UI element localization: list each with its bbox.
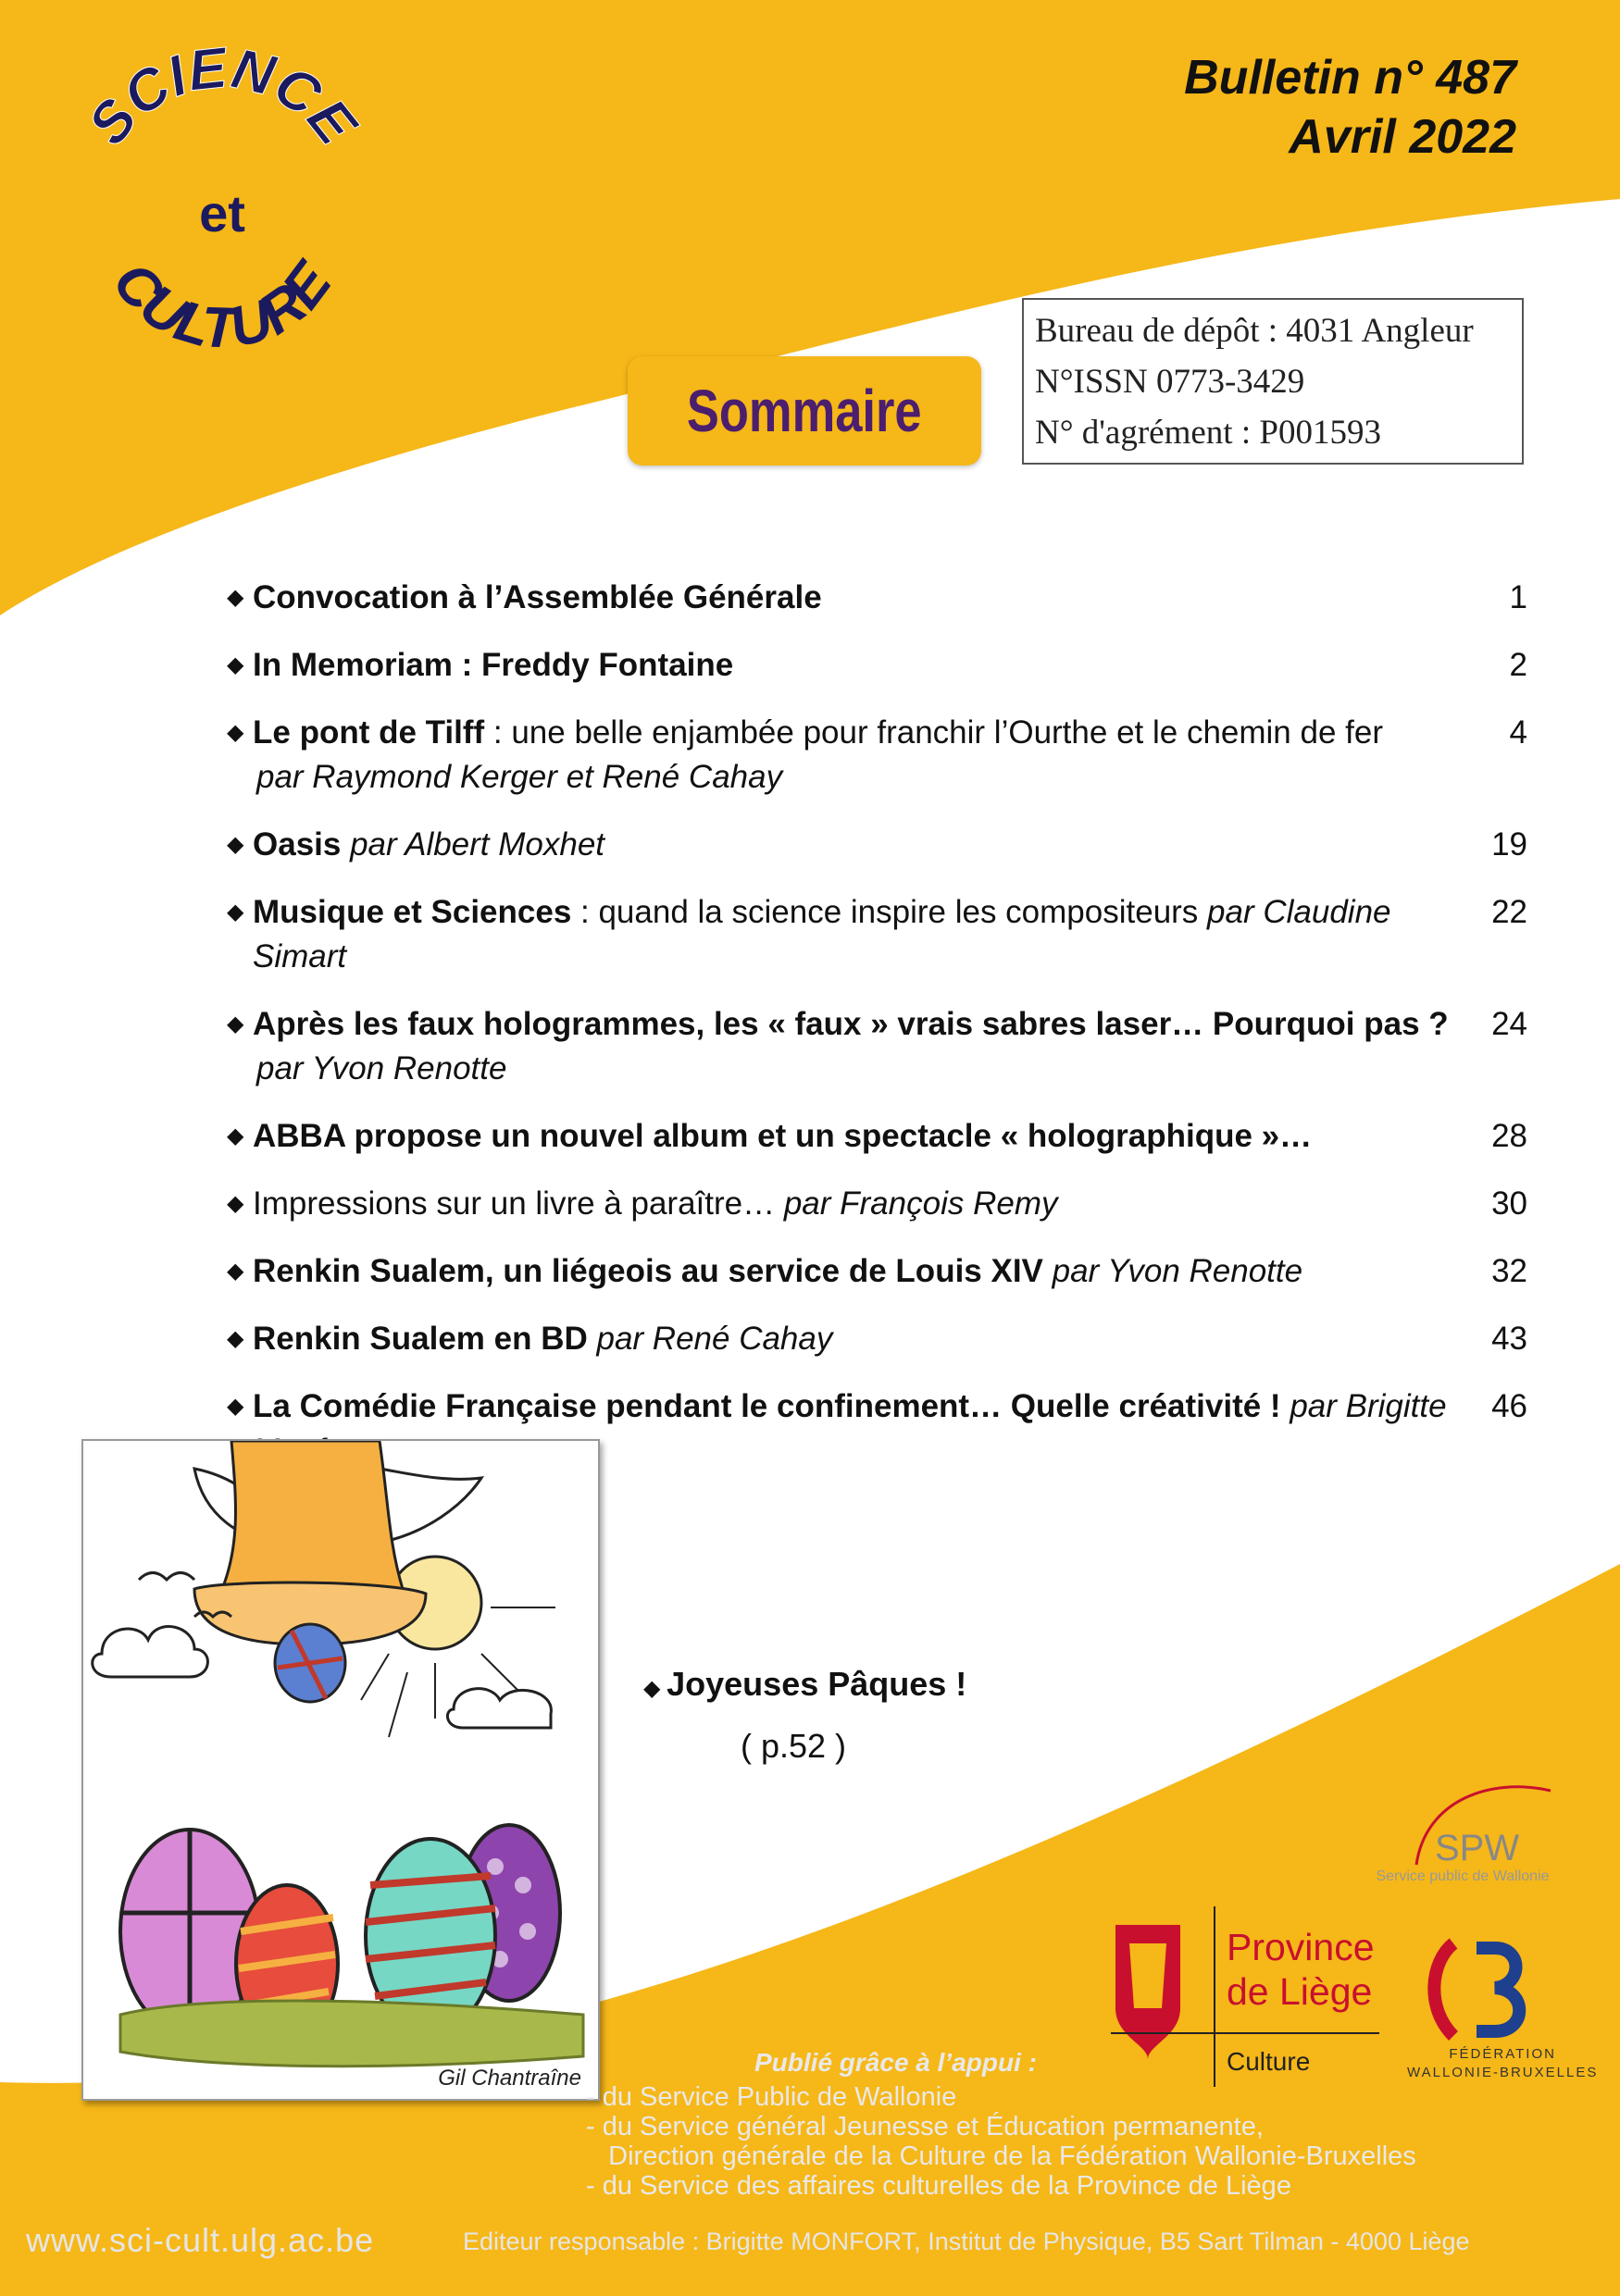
toc-item[interactable] xyxy=(227,711,1527,800)
spw-logo xyxy=(1361,1772,1555,1883)
depot-line: Bureau de dépôt : 4031 Angleur xyxy=(1035,312,1474,350)
support-list xyxy=(586,2082,1416,2201)
bullet-icon: ◆ xyxy=(643,1676,667,1701)
support-line: Direction générale de la Culture de la Fédération Wallonie-Bruxelles xyxy=(586,2141,1416,2171)
bulletin-header xyxy=(1184,48,1516,167)
toc-title: In Memoriam : Freddy Fontaine xyxy=(253,647,734,683)
toc-page: 32 xyxy=(1491,1253,1527,1289)
bullet-icon: ◆ xyxy=(227,1011,244,1036)
toc-item[interactable] xyxy=(227,576,1527,620)
toc-item[interactable] xyxy=(227,1182,1527,1226)
province-culture: Culture xyxy=(1227,2047,1311,2076)
fwb-label xyxy=(1407,2045,1598,2082)
toc-item[interactable] xyxy=(227,1002,1527,1091)
toc-page: 1 xyxy=(1509,579,1527,615)
toc-title: Musique et Sciences xyxy=(253,894,572,930)
toc-author: par René Cahay xyxy=(587,1321,833,1357)
toc-title: Renkin Sualem en BD xyxy=(253,1321,588,1357)
province-name xyxy=(1227,1925,1375,2014)
sommaire-title: Sommaire xyxy=(687,378,922,444)
agrement-line: N° d'agrément : P001593 xyxy=(1035,414,1381,452)
province-line1: Province xyxy=(1227,1926,1375,1968)
svg-text:CULTURE xyxy=(100,250,344,361)
toc-author: par Brigitte xyxy=(1290,1388,1447,1424)
issn-line: N°ISSN 0773-3429 xyxy=(1035,363,1305,401)
toc-author: par Claudine Simart xyxy=(253,894,1391,974)
toc-page: 28 xyxy=(1491,1118,1527,1154)
toc-desc: Impressions sur un livre à paraître… xyxy=(253,1185,776,1222)
toc-author: par Yvon Renotte xyxy=(256,1050,507,1086)
bullet-icon: ◆ xyxy=(227,585,244,610)
logo-culture-text: CULTURE xyxy=(100,251,344,361)
province-line2: de Liège xyxy=(1227,1970,1373,2013)
bullet-icon: ◆ xyxy=(227,720,244,745)
toc-item[interactable] xyxy=(227,823,1527,867)
toc-title: Convocation à l’Assemblée Générale xyxy=(253,579,822,615)
support-line: - du Service des affaires culturelles de la Province de Liège xyxy=(586,2171,1291,2201)
toc-page: 46 xyxy=(1491,1388,1527,1424)
toc-title: Oasis xyxy=(253,826,342,863)
toc-author: par François Remy xyxy=(775,1185,1058,1222)
toc-page: 4 xyxy=(1509,714,1527,751)
bullet-icon: ◆ xyxy=(227,1394,244,1419)
fwb-line1: FÉDÉRATION xyxy=(1449,2046,1556,2062)
bullet-icon: ◆ xyxy=(227,832,244,857)
toc-item[interactable] xyxy=(227,643,1527,688)
fwb-line2: WALLONIE-BRUXELLES xyxy=(1407,2065,1599,2080)
easter-illustration xyxy=(81,1439,600,2101)
logo-et-text: et xyxy=(199,184,245,242)
bulletin-date: Avril 2022 xyxy=(1289,110,1516,164)
easter-title: Joyeuses Pâques ! xyxy=(667,1665,967,1703)
logo-science-text: SCIENCE xyxy=(76,37,368,157)
depot-info-box xyxy=(1022,298,1524,465)
toc-desc: : une belle enjambée pour franchir l’Ourthe et le chemin de fer xyxy=(484,714,1383,751)
bullet-icon: ◆ xyxy=(227,652,244,677)
toc-item[interactable] xyxy=(227,1317,1527,1361)
toc-desc: : quand la science inspire les compositeurs xyxy=(571,894,1199,930)
bullet-icon: ◆ xyxy=(227,1326,244,1351)
toc-page: 43 xyxy=(1491,1321,1527,1357)
website-link[interactable]: www.sci-cult.ulg.ac.be xyxy=(26,2221,375,2259)
table-of-contents xyxy=(227,576,1527,1496)
support-line: - du Service Public de Wallonie xyxy=(586,2082,957,2112)
science-culture-logo xyxy=(46,37,398,389)
toc-item[interactable] xyxy=(227,1249,1527,1294)
editeur-responsable: Editeur responsable : Brigitte MONFORT, Institut de Physique, B5 Sart Tilman - 4000 Liège xyxy=(463,2228,1470,2255)
sommaire-banner xyxy=(628,356,981,465)
bullet-icon: ◆ xyxy=(227,1123,244,1148)
easter-drawing xyxy=(83,1441,598,2099)
toc-author: par Yvon Renotte xyxy=(1042,1253,1303,1289)
toc-title: ABBA propose un nouvel album et un spectacle « holographique »… xyxy=(253,1118,1313,1154)
toc-author: par Albert Moxhet xyxy=(341,826,605,863)
toc-page: 22 xyxy=(1491,894,1527,930)
toc-author: par Raymond Kerger et René Cahay xyxy=(256,759,783,795)
toc-title: Après les faux hologrammes, les « faux » vrais sabres laser… Pourquoi pas ? xyxy=(253,1006,1449,1042)
toc-page: 24 xyxy=(1491,1006,1527,1042)
bulletin-number: Bulletin n° 487 xyxy=(1184,51,1516,105)
toc-page: 30 xyxy=(1491,1185,1527,1222)
easter-page: ( p.52 ) xyxy=(741,1727,847,1765)
easter-note xyxy=(643,1661,966,1769)
toc-page: 2 xyxy=(1509,647,1527,683)
toc-title: Le pont de Tilff xyxy=(253,714,485,751)
bullet-icon: ◆ xyxy=(227,1191,244,1216)
toc-title: La Comédie Française pendant le confinement… Quelle créativité ! xyxy=(253,1388,1281,1424)
svg-text:SCIENCE xyxy=(76,37,369,158)
spw-subtitle: Service public de Wallonie xyxy=(1376,1868,1550,1884)
toc-item[interactable] xyxy=(227,890,1527,979)
toc-item[interactable] xyxy=(227,1114,1527,1159)
support-intro: Publié grâce à l’appui : xyxy=(754,2048,1037,2077)
toc-title: Renkin Sualem, un liégeois au service de Louis XIV xyxy=(253,1253,1043,1289)
bullet-icon: ◆ xyxy=(227,900,244,925)
artist-signature: Gil Chantraîne xyxy=(438,2066,581,2091)
support-line: - du Service général Jeunesse et Éducation permanente, xyxy=(586,2112,1264,2141)
spw-text: SPW xyxy=(1435,1828,1520,1868)
toc-page: 19 xyxy=(1491,826,1527,863)
bullet-icon: ◆ xyxy=(227,1259,244,1284)
